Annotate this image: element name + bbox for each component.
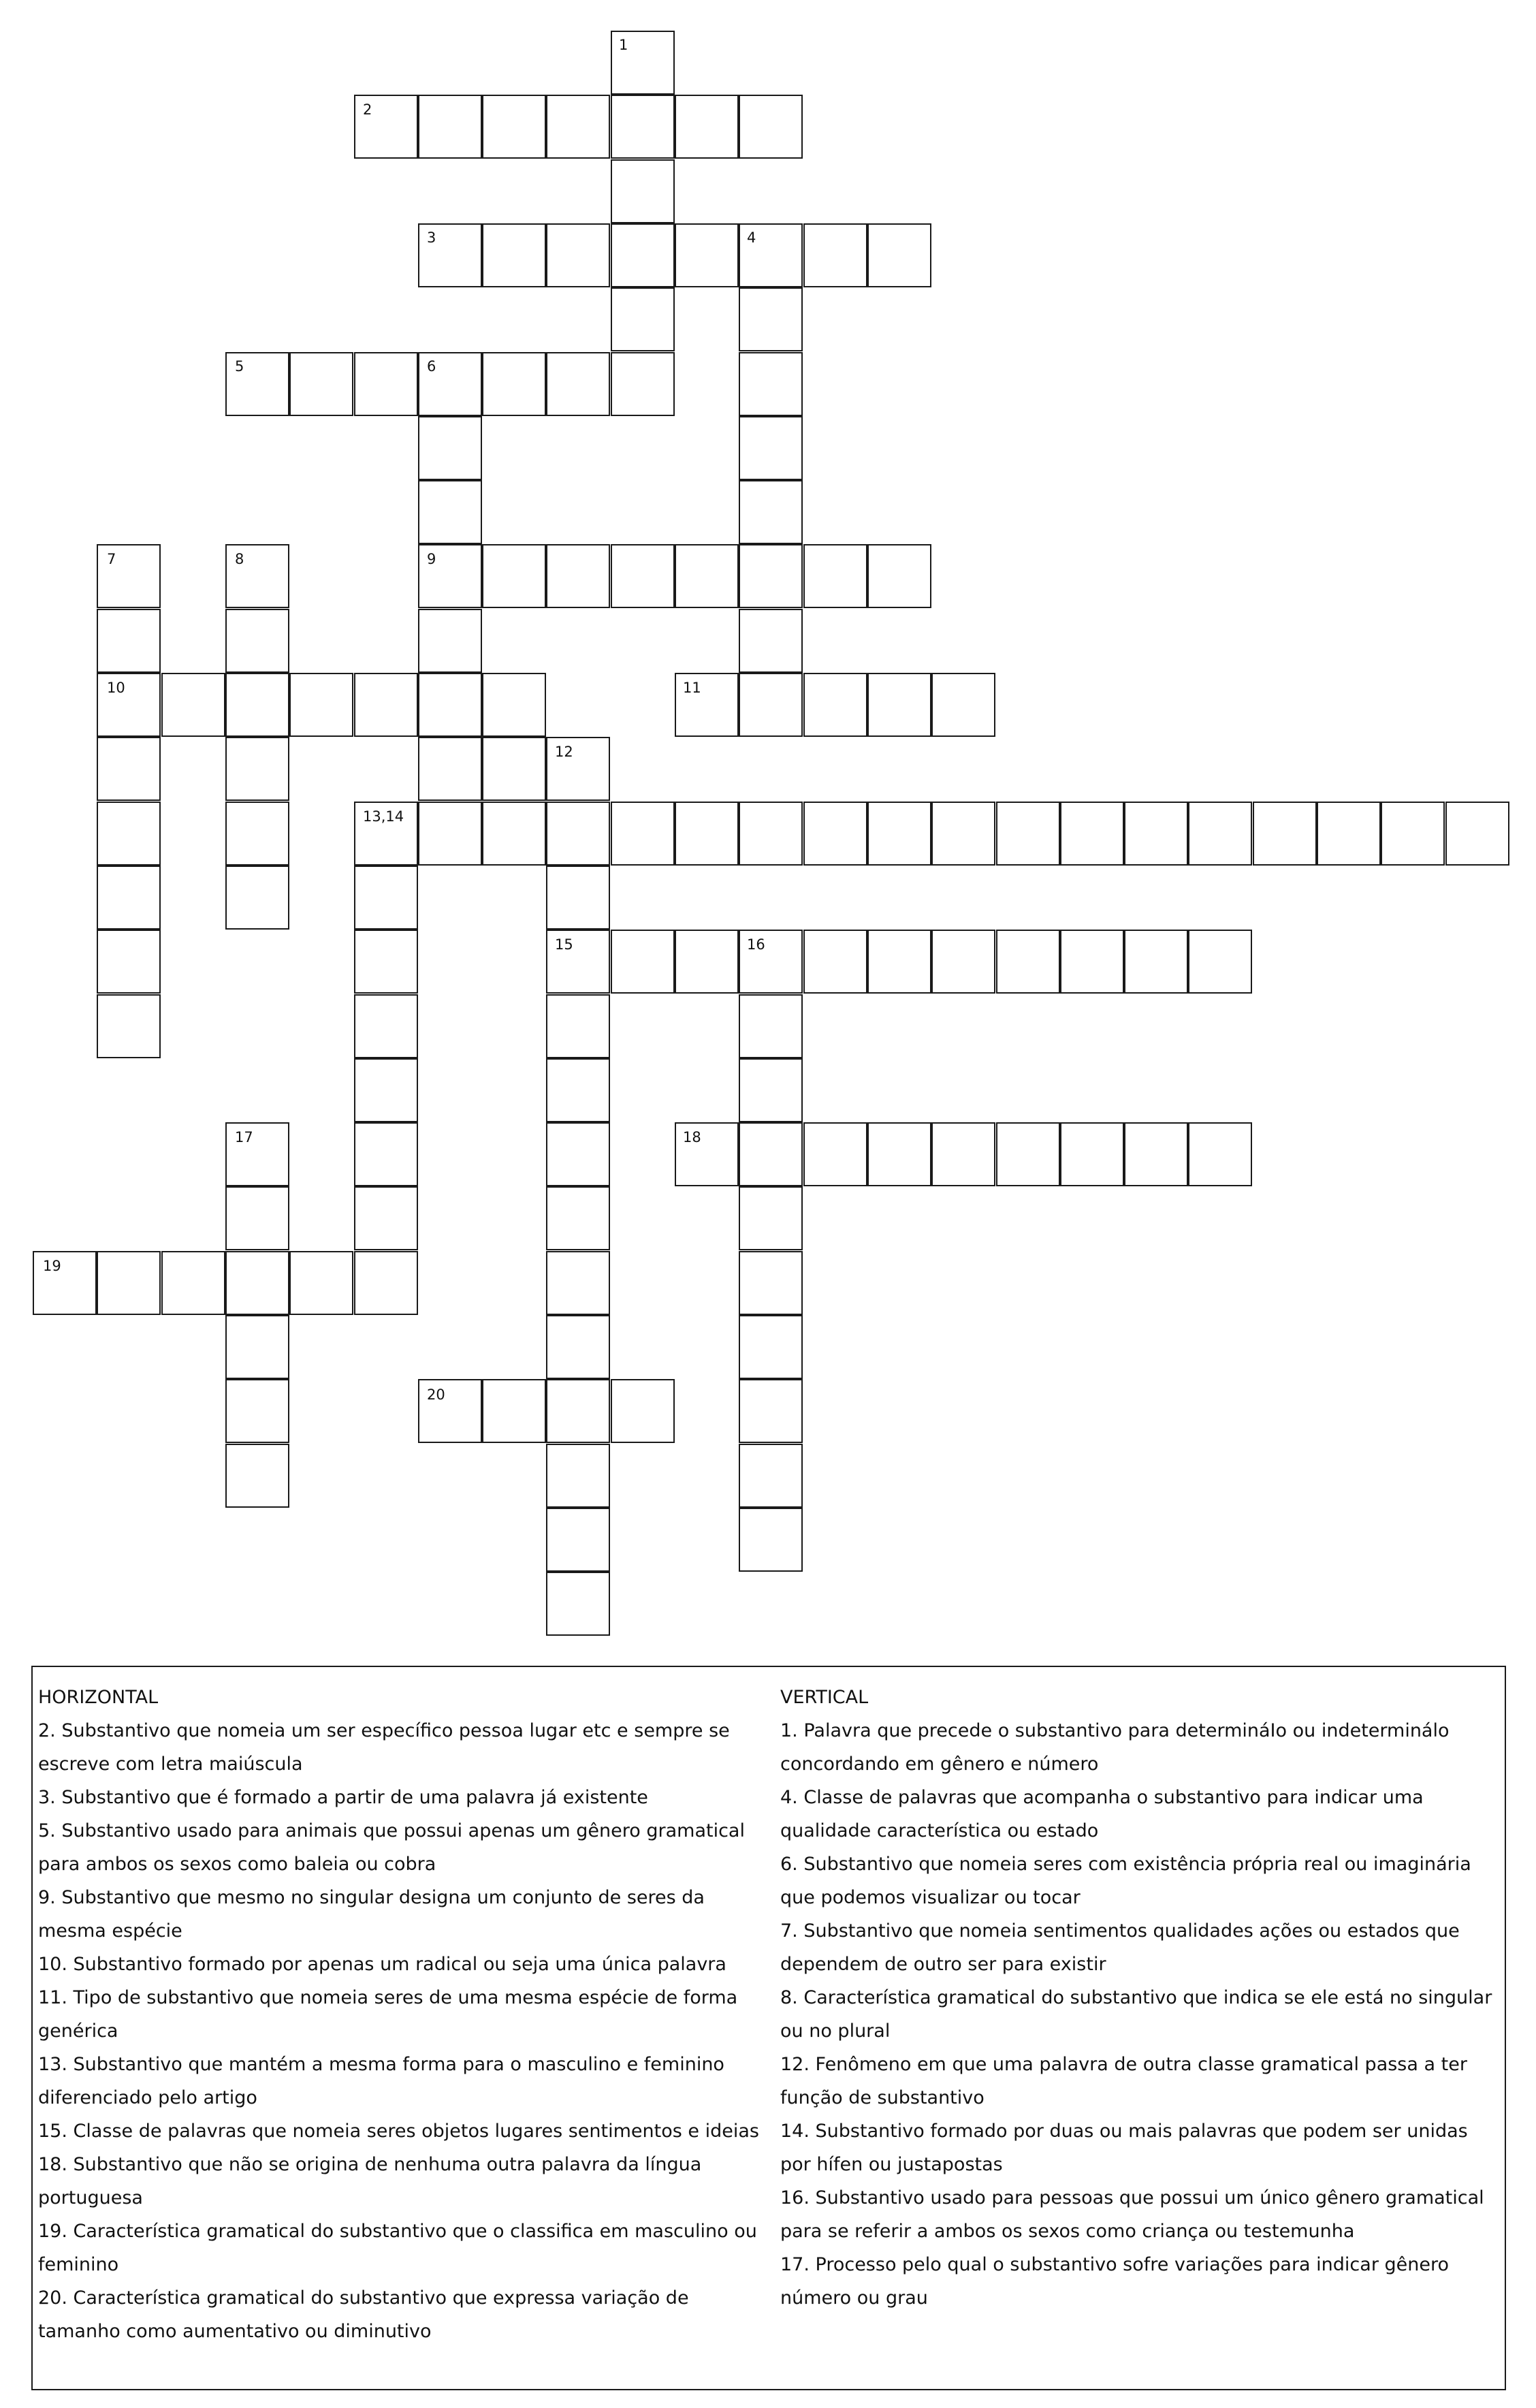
crossword-cell[interactable]	[1445, 802, 1509, 866]
clue-v-14: 14. Substantivo formado por duas ou mais palavras que podem ser unidas por hífen ou justapostas	[780, 2121, 1468, 2175]
crossword-cell[interactable]	[739, 544, 803, 608]
crossword-cell[interactable]	[354, 1122, 418, 1186]
crossword-cell[interactable]	[546, 223, 610, 287]
crossword-cell[interactable]	[546, 1379, 610, 1443]
clue-number: 3	[427, 229, 436, 246]
clue-h-3: 3. Substantivo que é formado a partir de uma palavra já existente	[38, 1787, 648, 1808]
crossword-cell[interactable]	[803, 802, 867, 866]
clue-number: 7	[107, 551, 116, 567]
crossword-cell[interactable]	[354, 673, 418, 737]
crossword-cell[interactable]	[225, 802, 289, 866]
crossword-cell[interactable]	[867, 930, 931, 994]
crossword-cell[interactable]	[546, 1251, 610, 1315]
crossword-cell[interactable]	[1060, 802, 1124, 866]
crossword-cell[interactable]	[546, 1315, 610, 1379]
crossword-cell[interactable]	[803, 673, 867, 737]
crossword-cell[interactable]	[418, 802, 482, 866]
crossword-cell[interactable]	[482, 673, 546, 737]
crossword-cell[interactable]	[546, 1508, 610, 1572]
clue-h-20: 20. Característica gramatical do substantivo que expressa variação de tamanho como aumentativo ou diminutivo	[38, 2287, 689, 2342]
crossword-cell[interactable]	[546, 1444, 610, 1508]
crossword-cell[interactable]	[675, 544, 739, 608]
crossword-cell[interactable]	[803, 1122, 867, 1186]
crossword-cell[interactable]	[482, 223, 546, 287]
crossword-cell[interactable]	[611, 223, 675, 287]
crossword-cell[interactable]	[611, 1379, 675, 1443]
crossword-cell[interactable]	[225, 866, 289, 930]
crossword-cell[interactable]	[354, 1186, 418, 1250]
crossword-cell[interactable]	[1381, 802, 1445, 866]
crossword-cell[interactable]	[803, 930, 867, 994]
crossword-cell[interactable]	[1060, 1122, 1124, 1186]
crossword-cell[interactable]	[611, 159, 675, 223]
clue-h-15: 15. Classe de palavras que nomeia seres objetos lugares sentimentos e ideias	[38, 2121, 759, 2142]
clues-panel	[31, 1666, 1506, 2390]
crossword-cell[interactable]	[739, 1058, 803, 1122]
crossword-cell[interactable]	[675, 95, 739, 159]
crossword-cell[interactable]	[225, 737, 289, 801]
clue-number: 12	[555, 744, 573, 760]
crossword-cell[interactable]	[931, 1122, 995, 1186]
clue-number: 10	[107, 680, 125, 696]
crossword-cell[interactable]	[739, 802, 803, 866]
clue-h-13: 13. Substantivo que mantém a mesma forma para o masculino e feminino diferenciado pelo artigo	[38, 2054, 724, 2108]
crossword-cell[interactable]	[546, 352, 610, 416]
crossword-cell[interactable]	[354, 352, 418, 416]
crossword-cell[interactable]	[97, 994, 161, 1058]
crossword-cell[interactable]	[675, 223, 739, 287]
crossword-cell[interactable]	[996, 1122, 1060, 1186]
vertical-clues	[780, 1681, 1502, 2315]
crossword-cell[interactable]	[482, 544, 546, 608]
crossword-cell[interactable]	[803, 544, 867, 608]
crossword-cell[interactable]	[289, 352, 353, 416]
crossword-cell[interactable]	[97, 1251, 161, 1315]
crossword-cell[interactable]	[739, 994, 803, 1058]
crossword-cell[interactable]	[546, 866, 610, 930]
crossword-cell[interactable]	[482, 352, 546, 416]
crossword-cell[interactable]	[97, 737, 161, 801]
crossword-cell[interactable]	[867, 802, 931, 866]
crossword-cell[interactable]	[996, 802, 1060, 866]
clue-v-8: 8. Característica gramatical do substantivo que indica se ele está no singular ou no plural	[780, 1987, 1492, 2042]
crossword-cell[interactable]	[867, 544, 931, 608]
crossword-cell[interactable]	[739, 352, 803, 416]
crossword-cell[interactable]	[867, 1122, 931, 1186]
crossword-cell[interactable]	[354, 866, 418, 930]
crossword-cell[interactable]	[739, 287, 803, 351]
crossword-cell[interactable]	[739, 1122, 803, 1186]
crossword-cell[interactable]	[354, 994, 418, 1058]
crossword-cell[interactable]	[739, 609, 803, 673]
crossword-cell[interactable]	[418, 737, 482, 801]
crossword-cell[interactable]	[482, 1379, 546, 1443]
crossword-cell[interactable]	[354, 1251, 418, 1315]
crossword-cell[interactable]	[611, 287, 675, 351]
crossword-cell[interactable]	[546, 802, 610, 866]
crossword-cell[interactable]	[675, 930, 739, 994]
crossword-cell[interactable]	[354, 930, 418, 994]
crossword-cell[interactable]	[611, 802, 675, 866]
crossword-cell[interactable]	[546, 1572, 610, 1636]
crossword-cell[interactable]	[354, 1058, 418, 1122]
crossword-cell[interactable]	[225, 673, 289, 737]
crossword-cell[interactable]	[739, 480, 803, 544]
clue-number: 18	[683, 1129, 701, 1145]
clue-v-1: 1. Palavra que precede o substantivo para determináIo ou indeterminálo concordando em gênero e número	[780, 1720, 1450, 1775]
crossword-cell[interactable]	[739, 1251, 803, 1315]
crossword-cell[interactable]	[482, 95, 546, 159]
crossword-cell[interactable]	[546, 1058, 610, 1122]
crossword-cell[interactable]	[867, 673, 931, 737]
crossword-cell[interactable]	[161, 1251, 225, 1315]
crossword-cell[interactable]	[611, 544, 675, 608]
clue-v-4: 4. Classe de palavras que acompanha o substantivo para indicar uma qualidade característica ou estado	[780, 1787, 1424, 1841]
crossword-cell[interactable]	[289, 1251, 353, 1315]
clue-v-6: 6. Substantivo que nomeia seres com existência própria real ou imaginária que podemos visualizar ou tocar	[780, 1854, 1471, 1908]
crossword-cell[interactable]	[161, 673, 225, 737]
crossword-cell[interactable]	[803, 223, 867, 287]
crossword-cell[interactable]	[996, 930, 1060, 994]
crossword-cell[interactable]	[739, 1444, 803, 1508]
crossword-cell[interactable]	[225, 609, 289, 673]
crossword-cell[interactable]	[289, 673, 353, 737]
crossword-cell[interactable]	[418, 480, 482, 544]
crossword-cell[interactable]	[675, 802, 739, 866]
crossword-cell[interactable]	[1188, 802, 1252, 866]
clue-number: 8	[235, 551, 244, 567]
clue-number: 17	[235, 1129, 253, 1145]
crossword-cell[interactable]	[482, 737, 546, 801]
clue-v-17: 17. Processo pelo qual o substantivo sofre variações para indicar gênero número ou grau	[780, 2254, 1450, 2309]
crossword-cell[interactable]	[611, 95, 675, 159]
crossword-cell[interactable]	[739, 1508, 803, 1572]
crossword-cell[interactable]	[97, 866, 161, 930]
crossword-cell[interactable]	[739, 95, 803, 159]
clue-number: 2	[363, 101, 372, 118]
horizontal-title: HORIZONTAL	[38, 1687, 159, 1708]
clue-h-18: 18. Substantivo que não se origina de nenhuma outra palavra da língua portuguesa	[38, 2154, 702, 2208]
crossword-cell[interactable]	[1317, 802, 1381, 866]
clue-h-2: 2. Substantivo que nomeia um ser específico pessoa lugar etc e sempre se escreve com letra maiúscula	[38, 1720, 730, 1775]
crossword-cell[interactable]	[1124, 930, 1188, 994]
crossword-cell[interactable]	[739, 1379, 803, 1443]
crossword-cell[interactable]	[546, 1186, 610, 1250]
crossword-cell[interactable]	[1253, 802, 1317, 866]
crossword-cell[interactable]	[97, 609, 161, 673]
clue-number: 19	[43, 1258, 61, 1274]
crossword-cell[interactable]	[611, 930, 675, 994]
crossword-cell[interactable]	[739, 416, 803, 480]
vertical-title: VERTICAL	[780, 1687, 869, 1708]
crossword-cell[interactable]	[1124, 1122, 1188, 1186]
crossword-cell[interactable]	[1060, 930, 1124, 994]
crossword-cell[interactable]	[867, 223, 931, 287]
clue-number: 16	[747, 936, 765, 953]
crossword-cell[interactable]	[611, 352, 675, 416]
clue-number: 6	[427, 358, 436, 375]
crossword-cell[interactable]	[225, 1379, 289, 1443]
clue-number: 4	[747, 229, 756, 246]
clue-number: 20	[427, 1387, 445, 1403]
clue-number: 5	[235, 358, 244, 375]
clue-h-19: 19. Característica gramatical do substantivo que o classifica em masculino ou feminino	[38, 2221, 757, 2275]
crossword-cell[interactable]	[931, 673, 995, 737]
clue-h-11: 11. Tipo de substantivo que nomeia seres de uma mesma espécie de forma genérica	[38, 1987, 738, 2042]
crossword-cell[interactable]	[739, 1186, 803, 1250]
clue-number: 13,14	[363, 808, 404, 825]
crossword-cell[interactable]	[739, 673, 803, 737]
crossword-cell[interactable]	[546, 1122, 610, 1186]
clue-v-7: 7. Substantivo que nomeia sentimentos qualidades ações ou estados que dependem de outro ser para existir	[780, 1920, 1460, 1975]
crossword-cell[interactable]	[225, 1251, 289, 1315]
crossword-cell[interactable]	[739, 1315, 803, 1379]
clue-number: 1	[619, 37, 628, 53]
crossword-cell[interactable]	[418, 609, 482, 673]
crossword-cell[interactable]	[225, 1444, 289, 1508]
crossword-cell[interactable]	[225, 1186, 289, 1250]
crossword-cell[interactable]	[1188, 1122, 1252, 1186]
crossword-cell[interactable]	[546, 544, 610, 608]
crossword-cell[interactable]	[1188, 930, 1252, 994]
crossword-cell[interactable]	[546, 994, 610, 1058]
crossword-cell[interactable]	[1124, 802, 1188, 866]
clue-v-16: 16. Substantivo usado para pessoas que possui um único gênero gramatical para se referir a ambos os sexos como criança ou testemunha	[780, 2187, 1484, 2242]
crossword-cell[interactable]	[418, 95, 482, 159]
crossword-cell[interactable]	[97, 802, 161, 866]
crossword-cell[interactable]	[546, 95, 610, 159]
clue-h-5: 5. Substantivo usado para animais que possui apenas um gênero gramatical para ambos os sexos como baleia ou cobra	[38, 1820, 745, 1875]
crossword-cell[interactable]	[931, 930, 995, 994]
clue-h-9: 9. Substantivo que mesmo no singular designa um conjunto de seres da mesma espécie	[38, 1887, 705, 1942]
crossword-cell[interactable]	[97, 930, 161, 994]
clue-v-12: 12. Fenômeno em que uma palavra de outra classe gramatical passa a ter função de substantivo	[780, 2054, 1467, 2108]
clue-h-10: 10. Substantivo formado por apenas um radical ou seja uma única palavra	[38, 1954, 726, 1975]
crossword-cell[interactable]	[418, 673, 482, 737]
crossword-cell[interactable]	[225, 1315, 289, 1379]
clue-number: 9	[427, 551, 436, 567]
crossword-cell[interactable]	[482, 802, 546, 866]
clue-number: 11	[683, 680, 701, 696]
crossword-cell[interactable]	[418, 416, 482, 480]
crossword-cell[interactable]	[931, 802, 995, 866]
clue-number: 15	[555, 936, 573, 953]
horizontal-clues	[38, 1681, 760, 2348]
